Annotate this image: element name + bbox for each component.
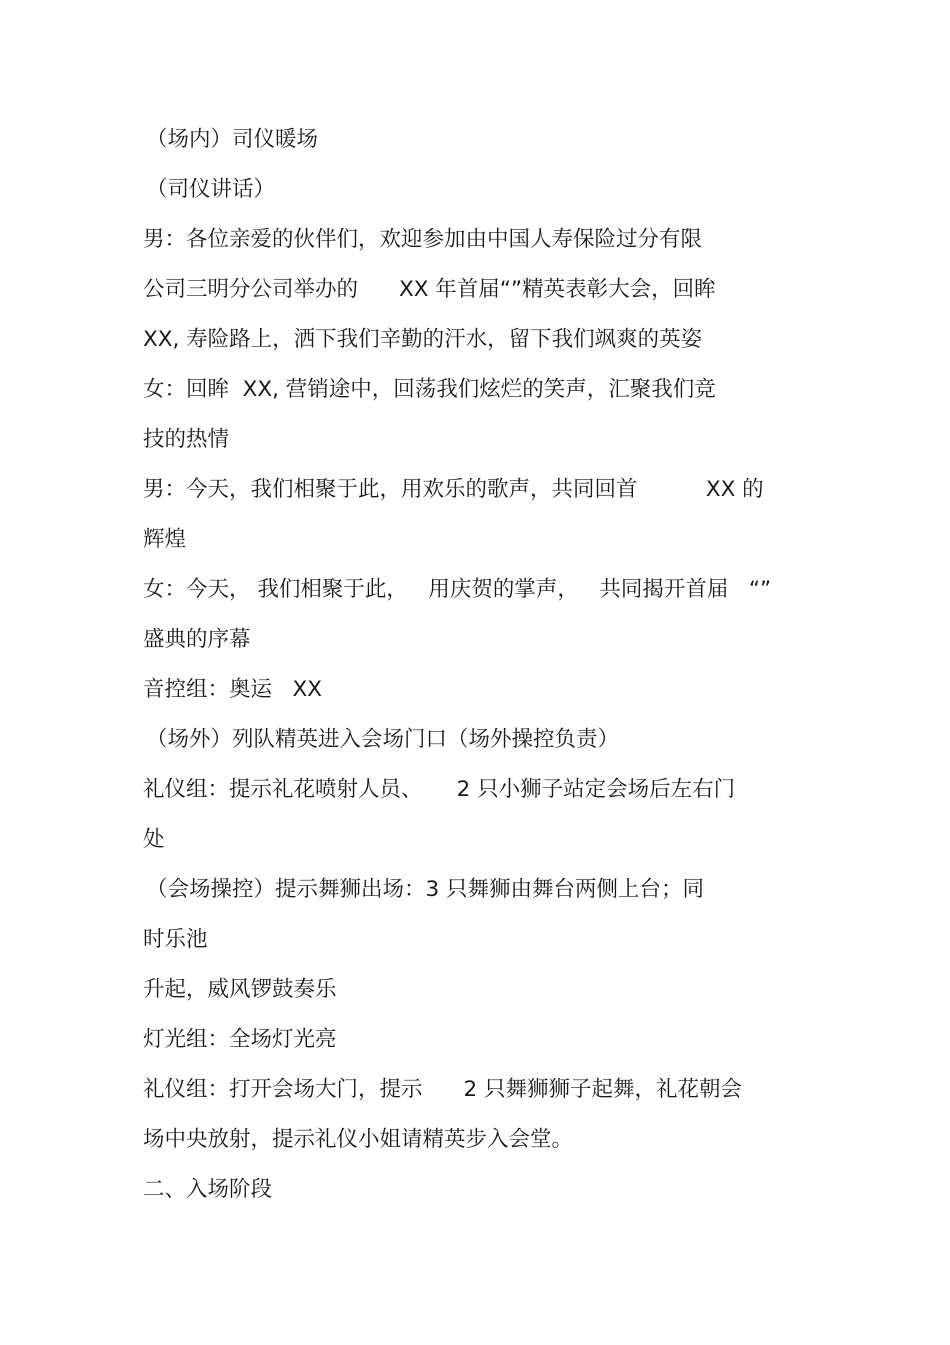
text-line: （会场操控）提示舞狮出场：3 只舞狮由舞台两侧上台；同	[146, 877, 705, 902]
text-line: 男：今天，我们相聚于此，用欢乐的歌声，共同回首 XX 的	[143, 477, 764, 502]
text-line: 公司三明分公司举办的 XX 年首届“”精英表彰大会，回眸	[143, 277, 716, 302]
text-line: 礼仪组：提示礼花喷射人员、 2 只小狮子站定会场后左右门	[143, 777, 736, 802]
text-line: 场中央放射，提示礼仪小姐请精英步入会堂。	[143, 1127, 574, 1152]
text-line: （场外）列队精英进入会场门口（场外操控负责）	[146, 727, 620, 752]
text-line: XX, 寿险路上，洒下我们辛勤的汗水，留下我们飒爽的英姿	[143, 327, 703, 352]
text-line: 时乐池	[143, 927, 208, 952]
text-line: 灯光组：全场灯光亮	[143, 1027, 337, 1052]
text-line: 处	[143, 827, 165, 852]
text-line: （司仪讲话）	[146, 177, 276, 202]
text-line: 盛典的序幕	[143, 627, 251, 652]
text-line: 礼仪组：打开会场大门，提示 2 只舞狮狮子起舞，礼花朝会	[143, 1077, 743, 1102]
text-line: 辉煌	[143, 527, 187, 552]
text-line: 音控组：奥运 XX	[143, 677, 322, 702]
text-line: 女：今天， 我们相聚于此， 用庆贺的掌声， 共同揭开首届 “”	[143, 577, 772, 602]
section-heading: 二、入场阶段	[143, 1177, 273, 1202]
text-line: （场内）司仪暖场	[146, 127, 319, 152]
text-line: 男：各位亲爱的伙伴们，欢迎参加由中国人寿保险过分有限	[143, 227, 703, 252]
text-line: 升起，威风锣鼓奏乐	[143, 977, 337, 1002]
text-line: 技的热情	[143, 427, 230, 452]
text-line: 女：回眸 XX, 营销途中，回荡我们炫烂的笑声，汇聚我们竞	[143, 377, 716, 402]
